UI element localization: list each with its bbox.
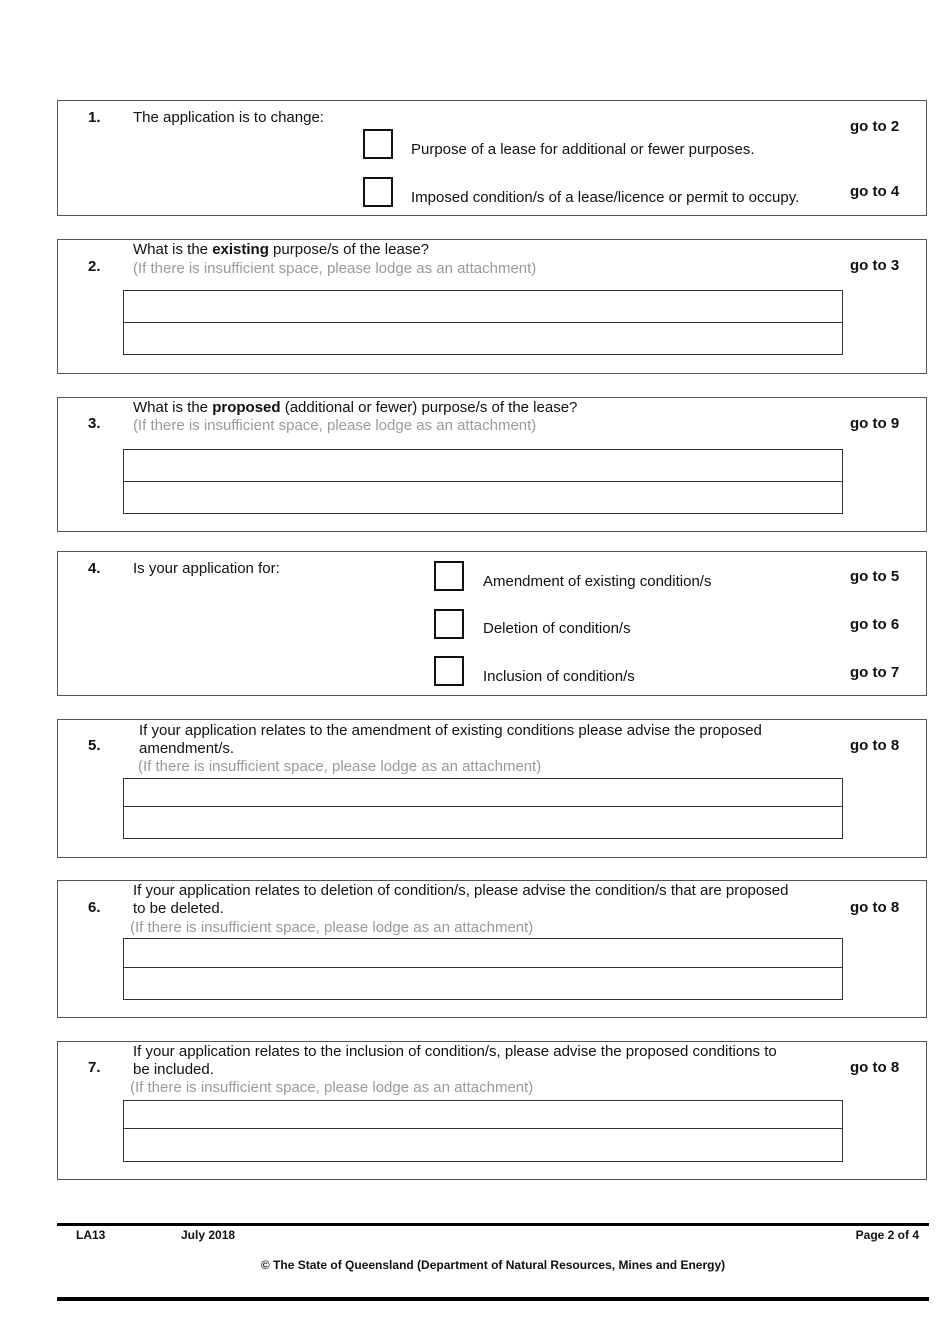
answer-line[interactable]: [124, 482, 842, 513]
attachment-note: (If there is insufficient space, please lodge as an attachment): [133, 417, 537, 434]
question-text: What is the existing purpose/s of the lease?: [133, 241, 429, 258]
question-text: The application is to change:: [133, 109, 324, 126]
question-text: What is the proposed (additional or fewer) purpose/s of the lease?: [133, 399, 578, 416]
section-4: [57, 551, 927, 696]
checkbox-imposed-conditions[interactable]: [363, 177, 393, 207]
checkbox-amendment[interactable]: [434, 561, 464, 591]
question-number: 5.: [88, 737, 101, 754]
attachment-note: (If there is insufficient space, please lodge as an attachment): [130, 1079, 534, 1096]
answer-box[interactable]: [123, 778, 843, 839]
copyright-notice: © The State of Queensland (Department of Natural Resources, Mines and Energy): [260, 1258, 726, 1272]
option-label: Imposed condition/s of a lease/licence or permit to occupy.: [411, 189, 800, 206]
go-to-label: go to 7: [850, 664, 900, 681]
answer-line[interactable]: [124, 323, 842, 354]
question-text: If your application relates to the amendment of existing conditions please advise the proposed: [139, 722, 762, 739]
answer-line[interactable]: [124, 807, 842, 838]
answer-line[interactable]: [124, 779, 842, 807]
section-3: [57, 397, 927, 532]
question-text-continued: to be deleted.: [133, 900, 224, 917]
answer-line[interactable]: [124, 1129, 842, 1161]
question-text-continued: be included.: [133, 1061, 214, 1078]
question-number: 1.: [88, 109, 101, 126]
go-to-label: go to 8: [850, 737, 900, 754]
section-2: [57, 239, 927, 374]
option-label: Inclusion of condition/s: [483, 668, 635, 685]
go-to-label: go to 8: [850, 899, 900, 916]
go-to-label: go to 6: [850, 616, 900, 633]
section-7: [57, 1041, 927, 1180]
go-to-label: go to 8: [850, 1059, 900, 1076]
attachment-note: (If there is insufficient space, please lodge as an attachment): [133, 260, 537, 277]
answer-line[interactable]: [124, 1101, 842, 1129]
question-number: 7.: [88, 1059, 101, 1076]
page-number: Page 2 of 4: [855, 1228, 919, 1242]
form-code: LA13: [76, 1228, 106, 1242]
option-label: Purpose of a lease for additional or fewer purposes.: [411, 141, 755, 158]
checkbox-lease-purpose[interactable]: [363, 129, 393, 159]
attachment-note: (If there is insufficient space, please lodge as an attachment): [138, 758, 542, 775]
question-number: 3.: [88, 415, 101, 432]
answer-box[interactable]: [123, 290, 843, 355]
section-1: [57, 100, 927, 216]
question-number: 2.: [88, 258, 101, 275]
form-date: July 2018: [181, 1228, 236, 1242]
question-number: 6.: [88, 899, 101, 916]
checkbox-inclusion[interactable]: [434, 656, 464, 686]
question-text-continued: amendment/s.: [139, 740, 235, 757]
attachment-note: (If there is insufficient space, please lodge as an attachment): [130, 919, 534, 936]
question-text: If your application relates to the inclusion of condition/s, please advise the proposed conditions to: [133, 1043, 777, 1060]
answer-line[interactable]: [124, 291, 842, 323]
option-label: Deletion of condition/s: [483, 620, 631, 637]
go-to-label: go to 3: [850, 257, 900, 274]
question-number: 4.: [88, 560, 101, 577]
section-5: [57, 719, 927, 858]
option-label: Amendment of existing condition/s: [483, 573, 712, 590]
footer-top-rule: [57, 1223, 929, 1226]
question-text: Is your application for:: [133, 560, 280, 577]
go-to-label: go to 9: [850, 415, 900, 432]
section-6: [57, 880, 927, 1018]
answer-box[interactable]: [123, 449, 843, 514]
answer-line[interactable]: [124, 450, 842, 482]
answer-line[interactable]: [124, 968, 842, 999]
answer-line[interactable]: [124, 939, 842, 968]
answer-box[interactable]: [123, 1100, 843, 1162]
question-text: If your application relates to deletion of condition/s, please advise the condition/s that are proposed: [133, 882, 789, 899]
footer-bottom-rule: [57, 1297, 929, 1301]
go-to-label: go to 2: [850, 118, 900, 135]
answer-box[interactable]: [123, 938, 843, 1000]
checkbox-deletion[interactable]: [434, 609, 464, 639]
go-to-label: go to 4: [850, 183, 900, 200]
go-to-label: go to 5: [850, 568, 900, 585]
